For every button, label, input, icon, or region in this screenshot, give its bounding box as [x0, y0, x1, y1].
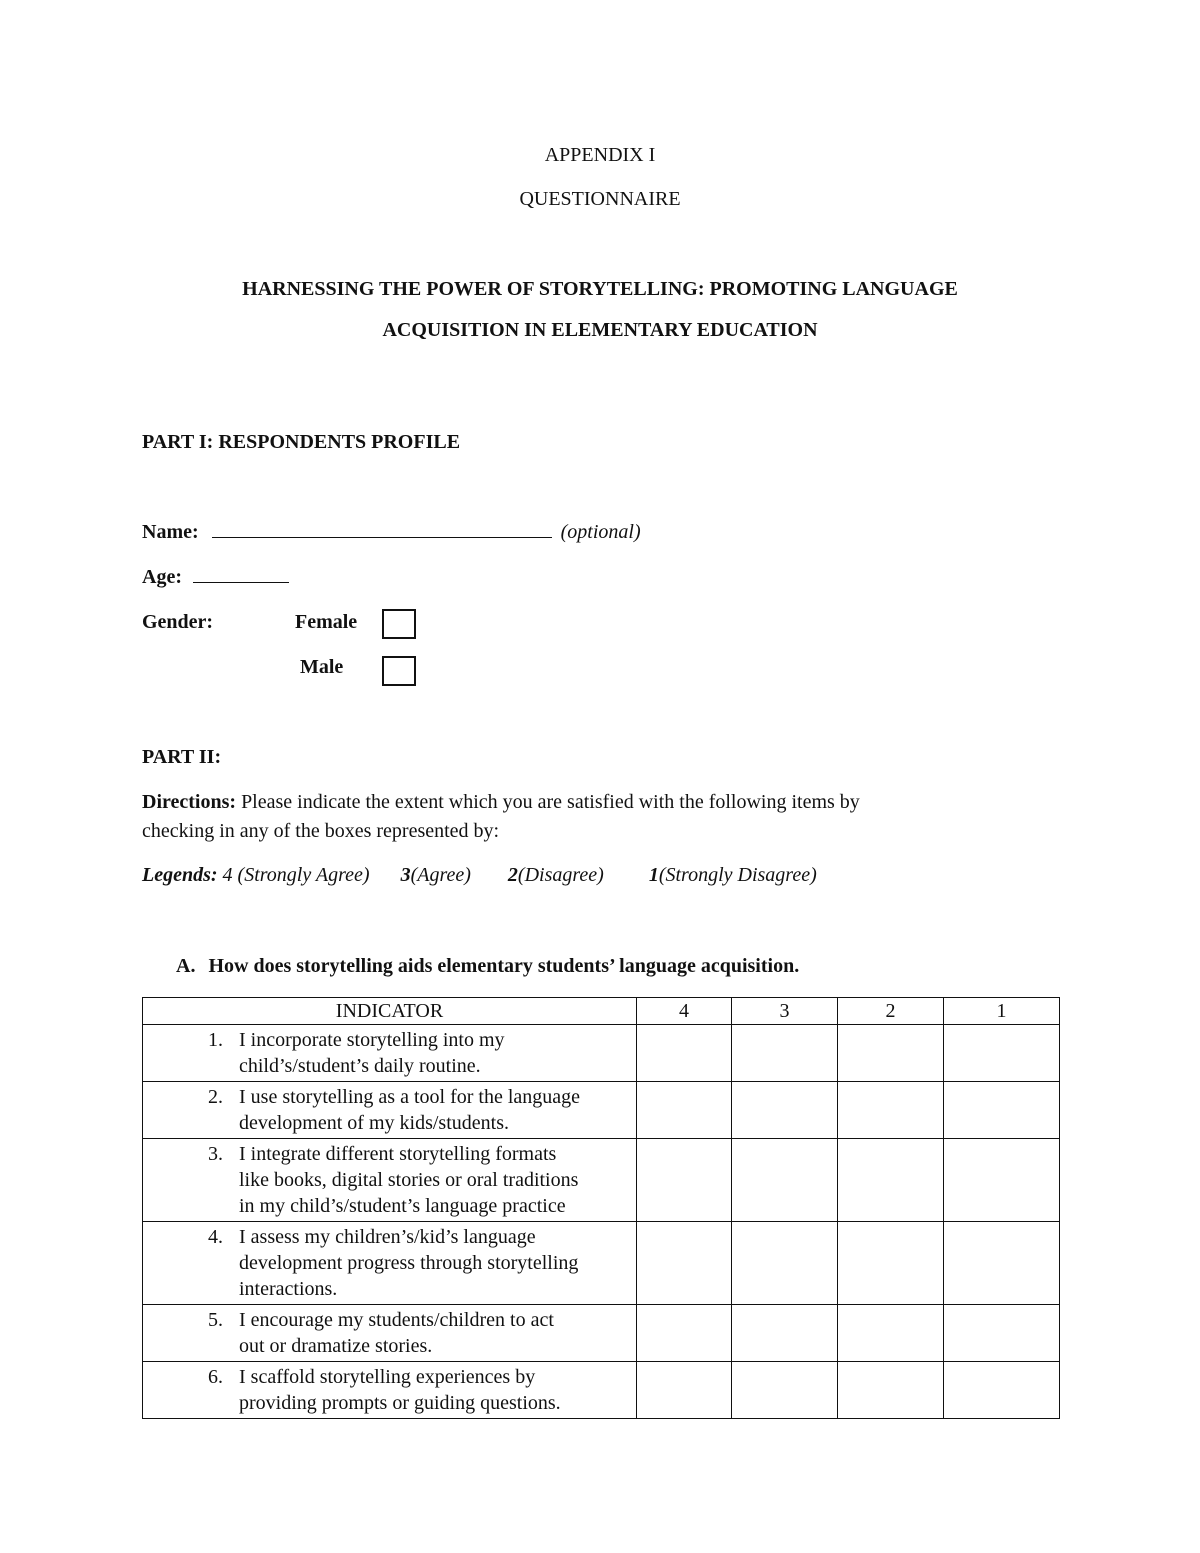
female-checkbox[interactable] [382, 609, 416, 639]
indicator-text-line: providing prompts or guiding questions. [239, 1392, 561, 1414]
section-a-letter: A. [176, 955, 196, 977]
age-row [142, 566, 289, 589]
rating-cell-4[interactable] [637, 1222, 732, 1305]
indicator-text-line: I incorporate storytelling into my [239, 1029, 505, 1051]
indicator-text [239, 1027, 630, 1079]
indicator-text-line: I use storytelling as a tool for the language [239, 1086, 581, 1108]
directions-text-1: Please indicate the extent which you are satisfied with the following items by [236, 791, 860, 813]
indicator-cell [143, 1305, 637, 1362]
name-row [142, 521, 641, 544]
indicator-text [239, 1141, 630, 1219]
indicator-number: 2. [208, 1086, 223, 1108]
indicator-text [239, 1224, 630, 1302]
title-line-1: HARNESSING THE POWER OF STORYTELLING: PROMOTING LANGUAGE [242, 278, 958, 300]
age-label: Age: [142, 566, 182, 588]
table-row [143, 1362, 1060, 1419]
part-1-heading: PART I: RESPONDENTS PROFILE [142, 431, 461, 453]
indicator-text [239, 1084, 630, 1136]
indicator-number: 4. [208, 1226, 223, 1248]
indicator-text [239, 1307, 630, 1359]
directions-label: Directions: [142, 791, 237, 813]
indicator-text-line: like books, digital stories or oral traditions [239, 1169, 579, 1191]
part-2-heading: PART II: [142, 746, 222, 768]
rating-cell-4[interactable] [637, 1305, 732, 1362]
rating-cell-2[interactable] [838, 1025, 944, 1082]
female-label: Female [295, 611, 358, 633]
header-3: 3 [732, 998, 838, 1025]
rating-cell-3[interactable] [732, 1139, 838, 1222]
rating-cell-2[interactable] [838, 1222, 944, 1305]
age-blank[interactable] [193, 581, 289, 583]
indicator-text-line: interactions. [239, 1278, 338, 1300]
rating-cell-3[interactable] [732, 1305, 838, 1362]
legend-1-number: 1 [648, 864, 659, 886]
table-row [143, 1082, 1060, 1139]
table-row [143, 1222, 1060, 1305]
rating-cell-3[interactable] [732, 1362, 838, 1419]
indicator-number: 6. [208, 1366, 223, 1388]
indicator-number: 5. [208, 1309, 223, 1331]
indicator-text [239, 1364, 630, 1416]
indicator-number: 3. [208, 1143, 223, 1165]
header-1: 1 [944, 998, 1060, 1025]
male-checkbox[interactable] [382, 656, 416, 686]
rating-cell-3[interactable] [732, 1222, 838, 1305]
rating-cell-4[interactable] [637, 1362, 732, 1419]
name-blank[interactable] [212, 536, 552, 538]
rating-cell-1[interactable] [944, 1025, 1060, 1082]
legends-label: Legends: [142, 864, 218, 886]
header-2: 2 [838, 998, 944, 1025]
rating-cell-4[interactable] [637, 1082, 732, 1139]
rating-cell-3[interactable] [732, 1082, 838, 1139]
directions-line-2: checking in any of the boxes represented by: [142, 820, 500, 842]
rating-cell-1[interactable] [944, 1305, 1060, 1362]
header-4: 4 [637, 998, 732, 1025]
rating-cell-3[interactable] [732, 1025, 838, 1082]
indicator-text-line: development progress through storytelling [239, 1252, 579, 1274]
indicator-cell [143, 1362, 637, 1419]
rating-cell-2[interactable] [838, 1362, 944, 1419]
indicator-text-line: out or dramatize stories. [239, 1335, 433, 1357]
indicator-text-line: I integrate different storytelling formats [239, 1143, 557, 1165]
indicator-text-line: development of my kids/students. [239, 1112, 509, 1134]
indicator-text-line: I assess my children’s/kid’s language [239, 1226, 536, 1248]
rating-cell-1[interactable] [944, 1082, 1060, 1139]
legend-2-number: 2 [507, 864, 518, 886]
indicator-cell [143, 1222, 637, 1305]
header-indicator: INDICATOR [143, 998, 637, 1025]
title-line-2: ACQUISITION IN ELEMENTARY EDUCATION [382, 319, 818, 341]
section-a-title: How does storytelling aids elementary students’ language acquisition. [208, 955, 800, 977]
legend-1-text: (Strongly Disagree) [658, 864, 817, 886]
indicator-text-line: child’s/student’s daily routine. [239, 1055, 481, 1077]
rating-cell-4[interactable] [637, 1139, 732, 1222]
section-a-heading [176, 955, 799, 978]
legend-2-text: (Disagree) [517, 864, 604, 886]
male-label: Male [300, 656, 344, 678]
name-optional-note: (optional) [560, 521, 641, 543]
indicator-table [142, 997, 1060, 1419]
table-row [143, 1025, 1060, 1082]
rating-cell-1[interactable] [944, 1362, 1060, 1419]
indicator-number: 1. [208, 1029, 223, 1051]
rating-cell-1[interactable] [944, 1139, 1060, 1222]
table-row [143, 1139, 1060, 1222]
rating-cell-1[interactable] [944, 1222, 1060, 1305]
gender-label: Gender: [142, 611, 214, 633]
legends-row [142, 864, 817, 887]
indicator-cell [143, 1082, 637, 1139]
indicator-text-line: I encourage my students/children to act [239, 1309, 554, 1331]
name-label: Name: [142, 521, 199, 543]
legend-4: 4 (Strongly Agree) [217, 864, 370, 886]
legend-3-number: 3 [400, 864, 411, 886]
rating-cell-2[interactable] [838, 1082, 944, 1139]
indicator-cell [143, 1139, 637, 1222]
indicator-text-line: in my child’s/student’s language practice [239, 1195, 566, 1217]
appendix-heading: APPENDIX I [544, 144, 656, 166]
table-header-row [143, 998, 1060, 1025]
indicator-text-line: I scaffold storytelling experiences by [239, 1366, 536, 1388]
questionnaire-heading: QUESTIONNAIRE [519, 188, 681, 210]
directions-line-1 [142, 791, 860, 814]
table-body [143, 1025, 1060, 1419]
legend-3-text: (Agree) [410, 864, 471, 886]
table-row [143, 1305, 1060, 1362]
rating-cell-2[interactable] [838, 1139, 944, 1222]
indicator-cell [143, 1025, 637, 1082]
rating-cell-2[interactable] [838, 1305, 944, 1362]
rating-cell-4[interactable] [637, 1025, 732, 1082]
